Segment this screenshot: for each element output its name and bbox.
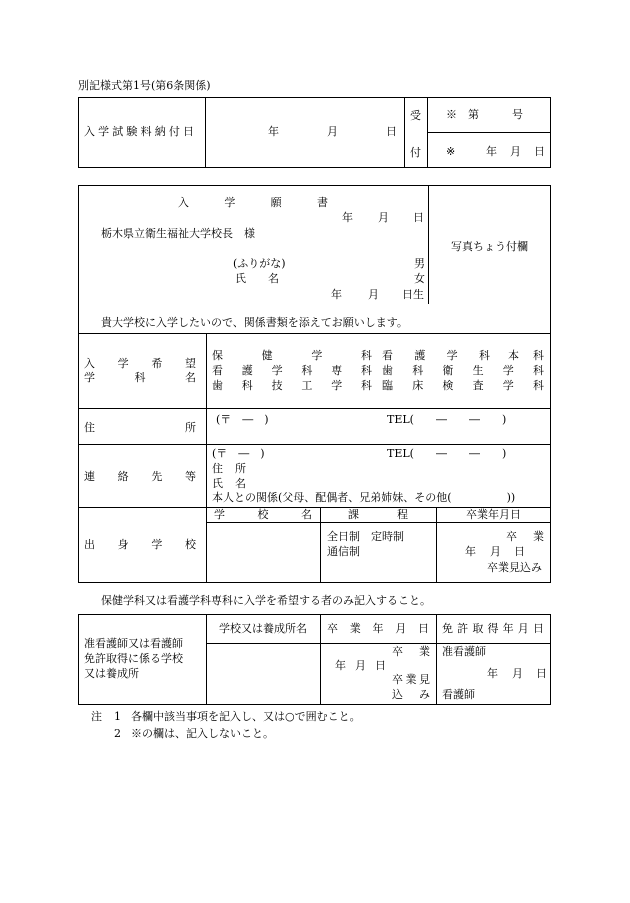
application-title: 入 学 願 書 — [178, 196, 328, 209]
contact-relationship[interactable]: 本人との関係(父母、配偶者、兄弟姉妹、その他( )) — [212, 491, 516, 504]
department-label-1: 入 学 希 望 — [84, 357, 196, 370]
divider — [78, 444, 551, 445]
school-label: 出 身 学 校 — [84, 538, 196, 551]
birth-day: 日生 — [402, 288, 424, 301]
receipt-date-mark: ※ — [446, 145, 456, 158]
nursing-grad-month: 月 — [355, 659, 366, 672]
nursing-grad-year: 年 — [335, 659, 346, 672]
sex-male: 男 — [414, 257, 425, 270]
contact-address-label: 住 所 — [212, 462, 246, 475]
note-2: ※の欄は、記入しないこと。 — [131, 727, 274, 740]
receipt-tsuke: 付 — [410, 146, 421, 159]
photo-label: 写真ちょう付欄 — [451, 240, 528, 253]
nursing-grad-day: 日 — [375, 659, 386, 672]
divider — [206, 643, 551, 644]
license-year: 年 — [487, 667, 498, 680]
receipt-date-year: 年 — [486, 145, 497, 158]
application-date-year: 年 — [342, 211, 353, 224]
dept-rinsho-kensa[interactable]: 臨 床 検 査 学 科 — [382, 379, 544, 392]
applicant-name-label: 氏 名 — [235, 272, 279, 285]
contact-tel[interactable]: TEL( ― ― ) — [387, 447, 507, 460]
fee-date-year: 年 — [268, 125, 279, 138]
license-nurse[interactable]: 看護師 — [442, 688, 475, 701]
school-grad-month: 月 — [490, 545, 501, 558]
receipt-date-month: 月 — [510, 145, 521, 158]
receipt-number: ※ 第 号 — [446, 108, 523, 121]
license-month: 月 — [512, 667, 523, 680]
divider — [78, 408, 551, 409]
nursing-grad-status[interactable]: 卒 業 — [392, 645, 430, 658]
address-label: 住 所 — [84, 421, 196, 434]
form-title: 別記様式第1号(第6条関係) — [78, 79, 211, 92]
school-grad-expected[interactable]: 卒業見込み — [487, 561, 542, 574]
nursing-col-school: 学校又は養成所名 — [219, 622, 307, 635]
dept-shika-eisei[interactable]: 歯 科 衛 生 学 科 — [382, 364, 544, 377]
divider — [436, 614, 437, 705]
furigana-label: (ふりがな) — [233, 257, 286, 270]
birth-year: 年 — [331, 288, 342, 301]
receipt-uke: 受 — [410, 109, 421, 122]
note-1: 各欄中該当事項を記入し、又は○で囲むこと。 — [131, 710, 361, 723]
school-course-line2[interactable]: 通信制 — [327, 545, 360, 558]
nursing-col-graduation: 卒 業 年 月 日 — [327, 622, 429, 635]
fee-date-month: 月 — [327, 125, 338, 138]
address-tel[interactable]: TEL( ― ― ) — [387, 413, 507, 426]
department-label-2: 学 科 名 — [84, 371, 196, 384]
license-assistant-nurse[interactable]: 准看護師 — [442, 645, 486, 658]
dept-shika-giko[interactable]: 歯 科 技 工 学 科 — [212, 379, 372, 392]
contact-name-label: 氏 名 — [212, 477, 246, 490]
divider — [206, 522, 551, 523]
school-grad-day: 日 — [514, 545, 525, 558]
nursing-label-2: 免許取得に係る学校 — [84, 652, 183, 665]
note-1-number: 1 — [114, 710, 121, 723]
contact-label: 連 絡 先 等 — [84, 470, 196, 483]
divider — [205, 97, 206, 168]
nursing-label-1: 准看護師又は看護師 — [84, 637, 183, 650]
dept-honka[interactable]: 本 科 — [508, 349, 544, 362]
birth-month: 月 — [368, 288, 379, 301]
sex-female: 女 — [414, 272, 425, 285]
school-course-line1[interactable]: 全日制 定時制 — [327, 530, 404, 543]
dept-kango-senka[interactable]: 看 護 学 科 専 科 — [212, 364, 372, 377]
application-request: 貴大学校に入学したいので、関係書類を添えてお願いします。 — [101, 316, 408, 329]
nursing-grad-expected-2[interactable]: 込 み — [392, 688, 430, 701]
nursing-grad-expected-1[interactable]: 卒 業 見 — [392, 673, 430, 686]
nursing-note: 保健学科又は看護学科専科に入学を希望する者のみ記入すること。 — [101, 594, 431, 607]
contact-postal[interactable]: (〒 ― ) — [212, 447, 265, 460]
dept-kango[interactable]: 看 護 学 科 — [382, 349, 490, 362]
school-col-course: 課 程 — [348, 508, 408, 521]
school-col-name: 学 校 名 — [214, 508, 312, 521]
fee-date-day: 日 — [386, 125, 397, 138]
address-postal[interactable]: (〒 ― ) — [216, 413, 269, 426]
school-col-graduation: 卒業年月日 — [466, 508, 521, 521]
divider — [206, 333, 207, 583]
nursing-label-3: 又は養成所 — [84, 667, 139, 680]
application-date-day: 日 — [413, 211, 424, 224]
divider — [427, 132, 551, 133]
school-grad-status[interactable]: 卒 業 — [506, 530, 544, 543]
dept-hoken[interactable]: 保 健 学 科 — [212, 349, 372, 362]
addressee: 栃木県立衛生福祉大学校長 様 — [101, 227, 255, 240]
fee-date-label: 入 学 試 験 料 納 付 日 — [84, 125, 194, 138]
divider — [404, 97, 405, 168]
school-grad-year: 年 — [465, 545, 476, 558]
divider — [78, 333, 551, 334]
license-day: 日 — [536, 667, 547, 680]
divider — [320, 614, 321, 705]
nursing-col-license: 免 許 取 得 年 月 日 — [442, 622, 544, 635]
application-date-month: 月 — [378, 211, 389, 224]
divider — [320, 507, 321, 583]
note-2-number: 2 — [114, 727, 121, 740]
receipt-date-day: 日 — [534, 145, 545, 158]
notes-prefix: 注 — [91, 710, 102, 723]
